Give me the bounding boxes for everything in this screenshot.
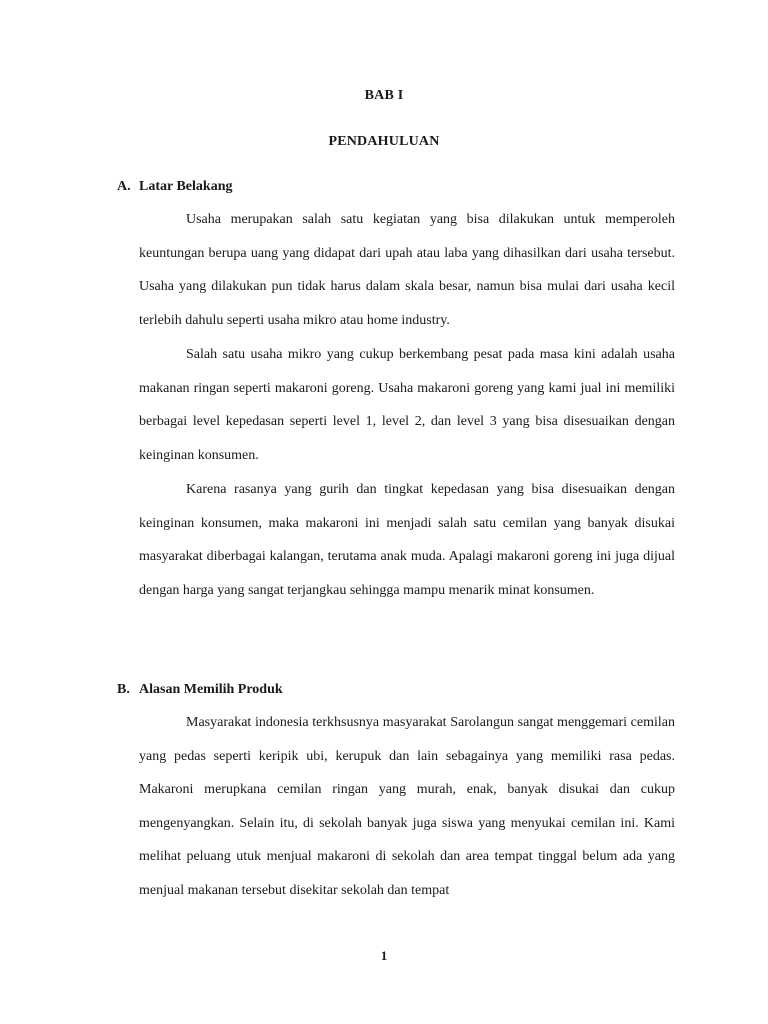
section-marker: A. <box>117 179 131 194</box>
chapter-title: PENDAHULUAN <box>328 134 440 149</box>
paragraph: Karena rasanya yang gurih dan tingkat kepedasan yang bisa disesuaikan dengan keinginan konsumen, maka makaroni ini menjadi salah satu cemilan yang banyak disukai masyarakat diberbagai kalangan, terutama anak muda. Apalagi makaroni goreng ini juga dijual dengan harga yang sangat terjangkau sehingga mampu menarik minat konsumen. <box>139 482 675 598</box>
paragraph: Masyarakat indonesia terkhsusnya masyarakat Sarolangun sangat menggemari cemilan yang pedas seperti keripik ubi, kerupuk dan lain sebagainya yang memiliki rasa pedas. Makaroni merupkana cemilan ringan yang murah, enak, banyak disukai dan cukup mengenyangkan. Selain itu, di sekolah banyak juga siswa yang menyukai cemilan ini. Kami melihat peluang utuk menjual makaroni di sekolah dan area tempat tinggal belum ada yang menjual makanan tersebut disekitar sekolah dan tempat <box>139 715 675 898</box>
paragraph: Usaha merupakan salah satu kegiatan yang bisa dilakukan untuk memperoleh keuntungan berupa uang yang didapat dari upah atau laba yang dihasilkan dari usaha tersebut. Usaha yang dilakukan pun tidak harus dalam skala besar, namun bisa mulai dari usaha kecil terlebih dahulu seperti usaha mikro atau home industry. <box>139 212 675 328</box>
section-heading-alasan-memilih-produk <box>117 682 283 698</box>
section-heading-latar-belakang <box>117 179 232 195</box>
chapter-number: BAB I <box>364 88 404 103</box>
section-title: Latar Belakang <box>139 179 233 194</box>
section-title: Alasan Memilih Produk <box>139 682 283 697</box>
section-marker: B. <box>117 682 130 697</box>
paragraph: Salah satu usaha mikro yang cukup berkembang pesat pada masa kini adalah usaha makanan ringan seperti makaroni goreng. Usaha makaroni goreng yang kami jual ini memiliki berbagai level kepedasan seperti level 1, level 2, dan level 3 yang bisa disesuaikan dengan keinginan konsumen. <box>139 347 675 463</box>
page-number: 1 <box>380 948 388 963</box>
